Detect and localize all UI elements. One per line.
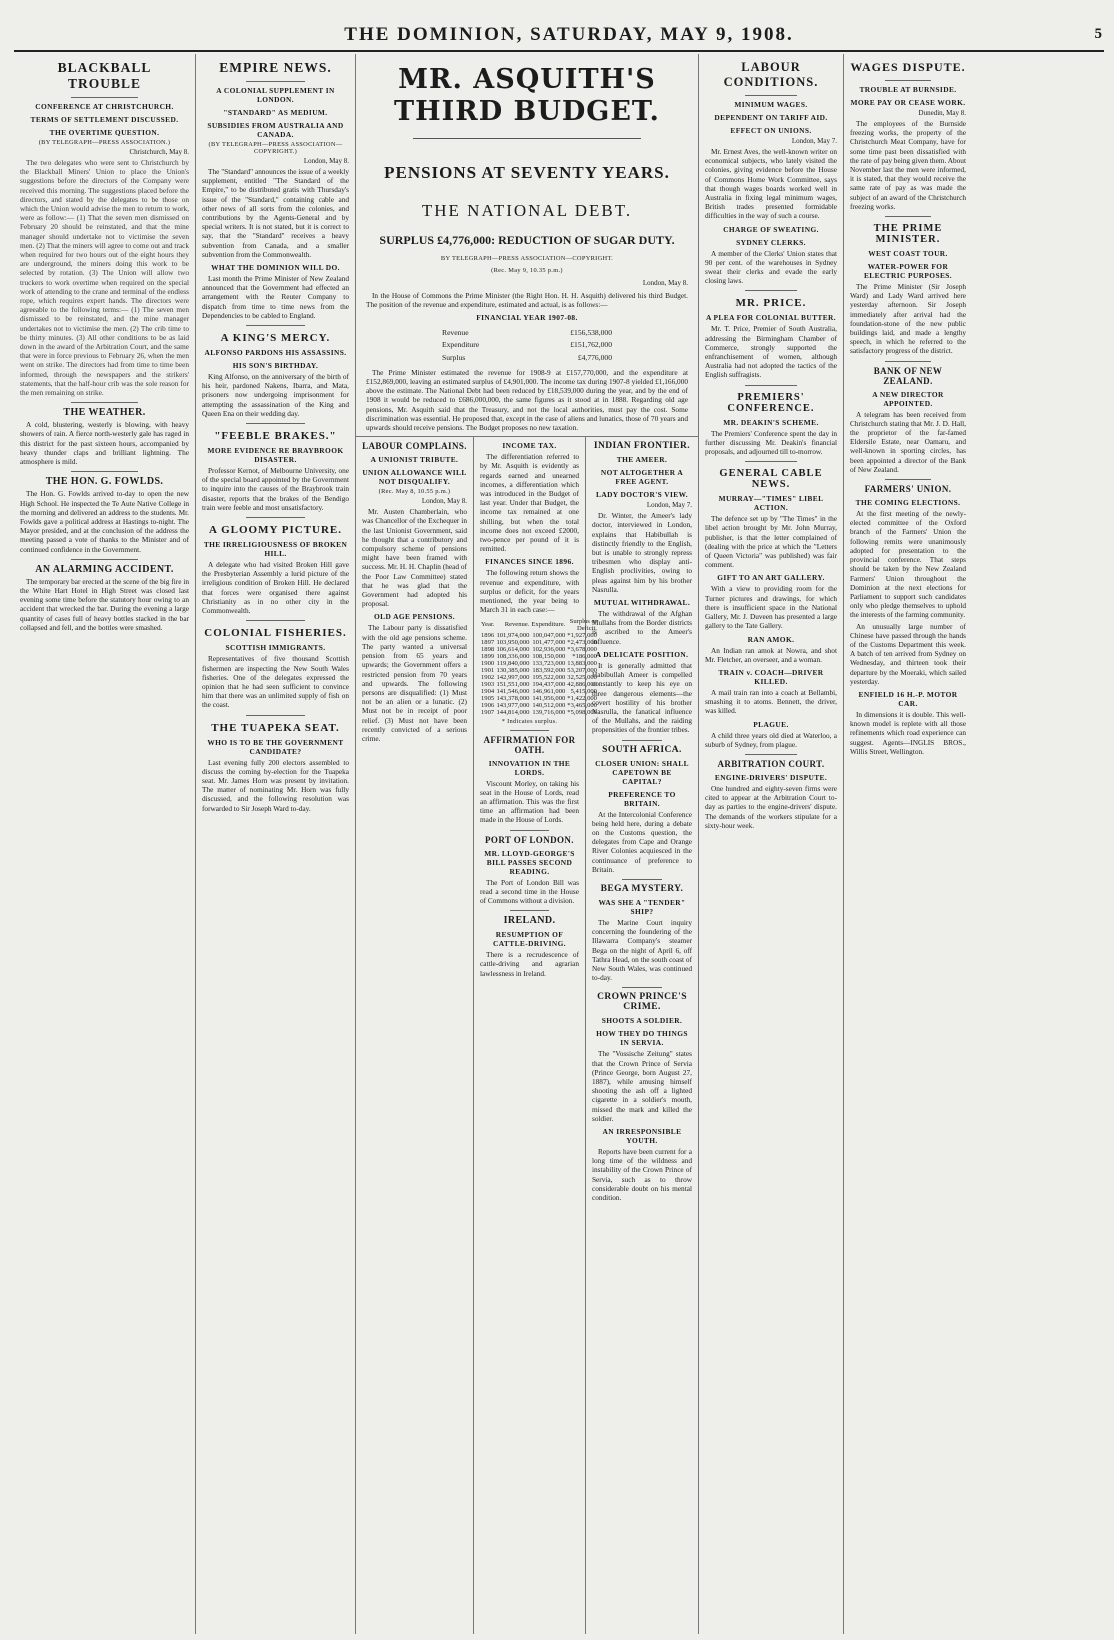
divider <box>71 471 139 472</box>
subheading: HIS SON'S BIRTHDAY. <box>232 361 319 371</box>
subheading: UNION ALLOWANCE WILL NOT DISQUALIFY. <box>362 468 467 487</box>
table-cell: *5,098,000 <box>567 708 597 716</box>
article-body: The following return shows the revenue and expenditure, with surplus or deficit, for the years mentioned, the year being to March 31 in each case:— <box>480 568 579 615</box>
divider <box>246 517 305 518</box>
dateline: London, May 7. <box>646 501 692 510</box>
table-cell: 32,525,000 <box>567 673 597 681</box>
table-cell: 151,551,000 <box>496 680 530 688</box>
table-row <box>480 688 598 695</box>
finances-table <box>480 618 598 716</box>
subheading: FINANCES SINCE 1896. <box>485 557 574 567</box>
budget-subcolumns <box>356 436 698 1634</box>
article-heading: THE WEATHER. <box>63 407 146 419</box>
table-cell: *2,473,000 <box>567 638 597 646</box>
divider <box>622 987 662 988</box>
article-body: The differentiation referred to by Mr. Asquith is evidently as regards earned and unearned incomes, a differentiation which was introduced in the Budget of last year. Under that Budget, the income tax remained at one shilling, but when the total income does not exceed £2000, two-pence per pound of it is remitted. <box>480 452 579 554</box>
subheading: WAS SHE A "TENDER" SHIP? <box>598 897 686 916</box>
subheading: CLOSER UNION: SHALL CAPETOWN BE CAPITAL? <box>595 758 689 786</box>
article-heading: BEGA MYSTERY. <box>600 883 684 894</box>
subheading: THE IRRELIGIOUSNESS OF BROKEN HILL. <box>203 540 348 559</box>
table-row <box>480 646 598 653</box>
fin-label: Expenditure <box>442 340 480 350</box>
subheading: "STANDARD" AS MEDIUM. <box>223 108 328 117</box>
divider <box>413 138 641 139</box>
article-heading: A KING'S MERCY. <box>220 332 331 345</box>
divider <box>510 830 550 831</box>
table-cell: 130,385,000 <box>496 666 530 674</box>
table-row <box>480 674 598 681</box>
table-cell: 119,840,000 <box>496 659 530 667</box>
divider <box>246 325 305 326</box>
article-heading: IRELAND. <box>503 915 556 927</box>
divider <box>622 879 662 880</box>
table-cell: 1900 <box>481 659 495 667</box>
table-cell: 1898 <box>481 645 495 653</box>
article-body: At the first meeting of the newly-elected committee of the Oxford branch of the Farmers' Union the following remits were unanimously adopted for presentation to the provincial conference. That steps should be taken by the New Zealand Farmers' Union throughout the Dominion at the next elections for Parliament to support such candidates only who pledge themselves to uphold the interests of the farming community. <box>850 509 966 620</box>
table-cell: 100,047,000 <box>532 631 566 639</box>
table-row <box>480 709 598 716</box>
subheading: OLD AGE PENSIONS. <box>374 612 455 622</box>
subheading: RESUMPTION OF CATTLE-DRIVING. <box>492 930 566 949</box>
subheading: SHOOTS A SOLDIER. <box>601 1016 683 1026</box>
article-body: An unusually large number of Chinese have passed through the hands of the Customs Department this week. A batch of ten arrived from Sydney on Wednesday, and thirteen took their departure by the Moeraki, which sailed yesterday. <box>850 621 966 686</box>
divider <box>745 95 798 96</box>
article-body: A cold, blustering, westerly is blowing, with heavy showers of rain. A fierce north-westerly gale has raged in this district for the past sixteen hours, accompanied by heavy thunder claps and brilliant lightning. The atmosphere is mild. <box>20 420 189 467</box>
divider <box>745 754 798 755</box>
article-heading: COLONIAL FISHERIES. <box>204 627 347 640</box>
table-cell: 102,936,000 <box>532 645 566 653</box>
subheading: HOW THEY DO THINGS IN SERVIA. <box>596 1029 688 1048</box>
table-cell: *1,422,000 <box>567 694 597 702</box>
table-row <box>480 660 598 667</box>
credit-line: BY TELEGRAPH—PRESS ASSOCIATION—COPYRIGHT. <box>440 255 614 262</box>
divider <box>745 290 798 291</box>
column-blackball <box>14 54 196 1634</box>
article-body: The Hon. G. Fowlds arrived to-day to open the new High School. He inspected the Te Aute Native College in the morning and delivered an address to the students. Mr. Fowlds gave a political address at Hastings to-night. The Mayor presided, and at the conclusion of the address the meeting passed a vote of thanks to the Minister and of continued confidence in the Government. <box>20 489 189 554</box>
table-cell: 144,814,000 <box>496 708 530 716</box>
subheading: RAN AMOK. <box>747 634 795 644</box>
subheading: NOT ALTOGETHER A FREE AGENT. <box>600 468 684 487</box>
table-cell: 143,378,000 <box>496 694 530 702</box>
subheading: DEPENDENT ON TARIFF AID. <box>714 113 828 122</box>
table-cell: 5,415,000 <box>570 687 597 695</box>
table-cell: 1902 <box>481 673 495 681</box>
article-body: At the Intercolonial Conference being held here, during a debate on the Customs question, the delegates from Cape and Orange River Colonies acquiesced in the continuance of preference to Britain. <box>592 809 692 874</box>
article-heading: EMPIRE NEWS. <box>219 60 332 75</box>
table-cell: 194,437,000 <box>532 680 566 688</box>
article-body: With a view to providing room for the Turner pictures and drawings, for which there is insufficient space in the National Gallery, Mr. J. Duveen has presented a large gallery to the Tate Gallery. <box>705 584 837 631</box>
subheading: A UNIONIST TRIBUTE. <box>370 455 459 465</box>
table-cell: *1,927,000 <box>567 631 597 639</box>
table-header-cell: Expenditure. <box>531 621 566 628</box>
article-body: Mr. Austen Chamberlain, who was Chancellor of the Exchequer in the last Unionist Government, said he thought that a contributory and compulsory scheme of pensions might have been framed with success. Mr. H. H. Chaplin (head of the Poor Law Committee) stated that he was glad that the Government had adopted his proposal. <box>362 507 467 609</box>
article-body: The withdrawal of the Afghan Mullahs from the Border districts is ascribed to the Ameer's influence. <box>592 609 692 646</box>
column-labour-conditions <box>699 54 844 1634</box>
table-cell: 143,977,000 <box>496 701 530 709</box>
subheading: MR. LLOYD-GEORGE'S BILL PASSES SECOND READING. <box>484 848 575 876</box>
article-body: Representatives of five thousand Scottish fishermen are inspecting the New South Wales fisheries. One of the delegates expressed the opinion that he had seen sufficient to convince him that there was an unlimited supply of fish on the coast. <box>202 654 349 710</box>
table-cell: 1897 <box>481 638 495 646</box>
subheading: THE COMING ELECTIONS. <box>855 498 961 508</box>
article-body: A delegate who had visited Broken Hill gave the Presbyterian Assembly a lurid picture of the irreligious condition of Broken Hill. He declared that forces were organised there against Christianity as in no other city in the Commonwealth. <box>202 560 349 616</box>
subheading: WATER-POWER FOR ELECTRIC PURPOSES. <box>863 262 953 281</box>
article-body: A mail train ran into a coach at Bellambi, smashing it to atoms. Bennett, the driver, was killed. <box>705 687 837 716</box>
article-heading: THE TUAPEKA SEAT. <box>211 721 340 734</box>
table-cell: 141,546,000 <box>496 687 530 695</box>
dateline: London, May 8. <box>642 279 688 288</box>
article-heading: GENERAL CABLE NEWS. <box>719 468 823 491</box>
subheading: A PLEA FOR COLONIAL BUTTER. <box>705 313 837 323</box>
subheading: TROUBLE AT BURNSIDE. <box>859 85 957 94</box>
article-heading: BLACKBALL TROUBLE <box>57 60 152 91</box>
table-cell: 141,956,000 <box>532 694 566 702</box>
article-body: Last month the Prime Minister of New Zealand announced that the Government had effected an arrangement with the Reuter Company to dispatch from time to time news from the Dependencies to be cabled to England. <box>202 274 349 320</box>
table-cell: 1899 <box>481 652 495 660</box>
subheading: TERMS OF SETTLEMENT DISCUSSED. <box>30 115 179 124</box>
table-note: * Indicates surplus. <box>501 717 558 725</box>
budget-lead <box>356 248 698 432</box>
article-heading: FARMERS' UNION. <box>864 484 952 495</box>
article-body: One hundred and eighty-seven firms were cited to appear at the Arbitration Court to-day as parties to the engine-drivers' dispute. The demands of the workers stipulate for a sixty-hour week. <box>705 783 837 830</box>
article-body: The two delegates who were sent to Christchurch by the Blackball Miners' Union to place the Union's suggestions before the directors of the Company were received this morning. The suggestions placed before the directors, and stated by the delegates to be those on which the Union would advise the men to return to work, were as follow:— (1) That the seven men dismissed on February 20 should be reinstated, and that the mine manager should undertake not to victimise the seven men. (2) That the miners will agree to come out and track when required for two hours out of the eight hours they are underground, the miners doing this work to be selected by rotation. (3) The Union will allow two truckers to work overtime when required on the special work of attending to the crane and terminal of the endless rope, which requires expert hands. The directors were agreeable to the following terms:— (1) The seven men dismissed to be reinstated, and the mine manager undertakes not to victimise the men. (2) The crib time to be thirty minutes. (3) All other conditions to be as laid down in the award of the Arbitration Court, and the same that were in force previous to February 26, when the men went on strike. The directors had from time to time been informed, through the newspapers and the strikers' statements, that the half-hour crib was the sole reason for the men remaining on strike. <box>20 158 189 398</box>
divider <box>71 97 139 98</box>
dateline: London, May 7. <box>791 137 837 145</box>
received-line: (Rec. May 8, 10.55 p.m.) <box>378 488 451 496</box>
article-body: It is generally admitted that Habibullah Ameer is compelled constantly to keep his eye on three dangerous elements—the covert hostility of his brother Nasrulla, the fanatical influence of the Mullahs, and the raiding propensities of the frontier tribes. <box>592 660 692 735</box>
fin-value: £4,776,000 <box>577 352 612 362</box>
table-cell: 1903 <box>481 680 495 688</box>
subheading: ENFIELD 16 H.-P. MOTOR CAR. <box>858 689 958 708</box>
table-cell: 1906 <box>481 701 495 709</box>
table-cell: 101,477,000 <box>532 638 566 646</box>
subheading: MORE EVIDENCE RE BRAYBROOK DISASTER. <box>207 446 344 465</box>
table-row <box>480 681 598 688</box>
column-income-tax <box>474 437 597 1634</box>
subheading: SUBSIDIES FROM AUSTRALIA AND CANADA. <box>207 121 344 139</box>
article-body: The Premiers' Conference spent the day in further discussing Mr. Deakin's financial proposals, and adjourned till to-morrow. <box>705 428 837 457</box>
article-body: The employees of the Burnside freezing works, the property of the Christchurch Meat Company, have for some time past been dissatisfied with the rate of pay being given them. About November last the men were informed, it is stated, that they would receive the same rate of pay as was made the subject of an award of the Christchurch freezing works. <box>850 119 966 211</box>
divider <box>510 910 550 911</box>
table-cell: 1907 <box>481 708 495 716</box>
subheading: MINIMUM WAGES. <box>734 100 808 109</box>
article-body: Mr. T. Price, Premier of South Australia, addressing the Birmingham Chamber of Commerce, strongly supported the enfranchisement of women, although Australia had not adopted the tactics of the English suffragists. <box>705 324 837 380</box>
table-cell: 146,961,000 <box>532 687 566 695</box>
article-body: Last evening fully 200 electors assembled to discuss the coming by-election for the Tuapeka seat. Mr. James Horn was present by invitation. The matter of nominating Mr. Horn was fully discussed, and the following resolution was forwarded to Sir Joseph Ward to-day. <box>202 757 349 813</box>
column-wages-dispute <box>844 54 972 1634</box>
subheading: CONFERENCE AT CHRISTCHURCH. <box>35 102 174 111</box>
table-row <box>480 639 598 646</box>
columns <box>14 54 1104 1634</box>
table-row <box>480 702 598 709</box>
article-body: The Marine Court inquiry concerning the foundering of the Illawarra Company's steamer Bega on the night of April 6, off Tathra Head, on the south coast of New South Wales, was continued to-day. <box>592 917 692 983</box>
fin-row <box>439 353 615 363</box>
table-cell: 142,997,000 <box>496 673 530 681</box>
subheading: MUTUAL WITHDRAWAL. <box>593 598 691 608</box>
table-cell: 140,512,000 <box>532 701 566 709</box>
subheading: GIFT TO AN ART GALLERY. <box>717 573 825 583</box>
article-heading: LABOUR COMPLAINS. <box>362 441 467 452</box>
divider <box>885 80 931 81</box>
divider <box>745 385 798 386</box>
article-heading: INDIAN FRONTIER. <box>593 441 691 452</box>
table-cell: 1896 <box>481 631 495 639</box>
divider <box>885 216 931 217</box>
fin-label: Revenue <box>442 328 469 338</box>
dateline: London, May 8. <box>421 497 467 506</box>
divider <box>246 715 305 716</box>
article-body: Viscount Morley, on taking his seat in the House of Lords, read an affirmation. This was the first time an affirmation had been made in the House of Lords. <box>480 778 579 825</box>
subheading: TRAIN v. COACH—DRIVER KILLED. <box>718 667 824 686</box>
subheading: THE OVERTIME QUESTION. <box>49 128 160 137</box>
divider <box>246 620 305 621</box>
subheading: THE AMEER. <box>616 455 668 465</box>
subheading: ENGINE-DRIVERS' DISPUTE. <box>714 772 828 782</box>
article-body: Mr. Ernest Aves, the well-known writer on economical subjects, who lately visited the colonies, giving evidence before the House of Commons Home Work Committee, says that though wages boards worked well in Australia in fixing legal minimum wages, British trades presented formidable difficulties in the way of such a course. <box>705 147 837 221</box>
article-heading: WAGES DISPUTE. <box>850 60 966 74</box>
table-header-cell: Year. <box>481 621 495 628</box>
table-row <box>480 695 598 702</box>
budget-subheading: PENSIONS AT SEVENTY YEARS. <box>384 163 670 182</box>
dateline: Dunedin, May 8. <box>918 109 966 117</box>
divider <box>71 402 139 403</box>
subheading: MURRAY—"TIMES" LIBEL ACTION. <box>718 494 824 513</box>
article-heading: SOUTH AFRICA. <box>602 744 682 755</box>
budget-subheading: THE NATIONAL DEBT. <box>421 201 633 220</box>
divider <box>510 730 550 731</box>
table-cell: 53,207,000 <box>567 666 597 674</box>
article-body: The Port of London Bill was read a second time in the House of Commons without a division. <box>480 877 579 905</box>
masthead-title: THE DOMINION, SATURDAY, MAY 9, 1908. <box>344 24 794 45</box>
dateline: Christchurch, May 8. <box>129 148 189 156</box>
table-cell: 183,592,000 <box>532 666 566 674</box>
table-header-cell: Revenue. <box>504 621 530 628</box>
article-body: A child three years old died at Waterloo, a suburb of Sydney, from plague. <box>705 730 837 749</box>
table-cell: 13,883,000 <box>567 659 597 667</box>
table-cell: 108,150,000 <box>532 652 566 660</box>
divider <box>71 559 139 560</box>
subheading: WHO IS TO BE THE GOVERNMENT CANDIDATE? <box>207 737 344 756</box>
table-cell: 133,723,000 <box>532 659 566 667</box>
table-cell: 106,614,000 <box>496 645 530 653</box>
table-cell: 1904 <box>481 687 495 695</box>
column-indian-frontier <box>586 437 698 1634</box>
subheading: PLAGUE. <box>753 719 789 729</box>
table-cell: *186,000 <box>572 652 597 660</box>
credit-line: (BY TELEGRAPH—PRESS ASSOCIATION—COPYRIGHT.) <box>208 141 343 155</box>
article-body: The Labour party is dissatisfied with the old age pensions scheme. The party wanted a universal pension from 65 years and upwards; the Government offers a restricted pension from 70 years and upwards. The following persons are disqualified: (1) Must not be an alien or a lunatic. (2) Must not be in receipt of poor relief. (3) Must not have been recently convicted of a serious crime. <box>362 623 467 743</box>
masthead <box>14 8 1104 52</box>
dateline: London, May 8. <box>303 157 349 165</box>
article-heading: PORT OF LONDON. <box>485 834 574 845</box>
column-budget <box>356 54 699 1634</box>
table-cell: 103,950,000 <box>496 638 530 646</box>
fin-value: £156,538,000 <box>570 328 612 338</box>
article-body: The "Vossische Zeitung" states that the Crown Prince of Servia (Prince George, born August 27, 1887), while amusing himself shooting the ash off a lighted cigarette in a soldier's mouth, missed the mark and killed the soldier. <box>592 1049 692 1123</box>
fin-row <box>439 328 615 338</box>
subheading: MR. DEAKIN'S SCHEME. <box>723 417 819 427</box>
table-cell: 195,522,000 <box>532 673 566 681</box>
subheading: A COLONIAL SUPPLEMENT IN LONDON. <box>216 86 335 104</box>
article-body: There is a recrudescence of cattle-driving and agrarian lawlessness in Ireland. <box>480 950 579 978</box>
subheading: SYDNEY CLERKS. <box>736 237 806 247</box>
table-row <box>480 632 598 639</box>
article-heading: THE PRIME MINISTER. <box>873 223 943 246</box>
table-cell: 139,716,000 <box>532 708 566 716</box>
article-heading: ARBITRATION COURT. <box>717 758 825 769</box>
table-cell: 1901 <box>481 666 495 674</box>
subheading: AN IRRESPONSIBLE YOUTH. <box>602 1126 682 1145</box>
financial-year-table <box>437 326 617 365</box>
subheading: INNOVATION IN THE LORDS. <box>488 758 571 777</box>
financial-year-title: FINANCIAL YEAR 1907-08. <box>476 313 578 323</box>
article-body: Dr. Winter, the Ameer's lady doctor, interviewed in London, explains that Habibullah is distinctly friendly to the English, but is unable to strongly repress tribesmen who display anti-English proclivities, owing to pleas against him by his brother Nasrulla. <box>592 511 692 594</box>
article-heading: BANK OF NEW ZEALAND. <box>873 365 943 386</box>
subheading: PREFERENCE TO BRITAIN. <box>608 789 676 808</box>
article-heading: A GLOOMY PICTURE. <box>208 524 342 537</box>
article-heading: LABOUR CONDITIONS. <box>723 60 819 89</box>
subheading: ALFONSO PARDONS HIS ASSASSINS. <box>204 348 347 358</box>
budget-subheading: SURPLUS £4,776,000: REDUCTION OF SUGAR DUTY. <box>379 233 675 247</box>
divider <box>246 423 305 424</box>
credit-line: (BY TELEGRAPH—PRESS ASSOCIATION.) <box>38 139 171 146</box>
table-row <box>480 667 598 674</box>
budget-title: MR. ASQUITH'S THIRD BUDGET. <box>394 64 660 127</box>
divider <box>622 740 662 741</box>
article-heading: MR. PRICE. <box>735 297 807 310</box>
column-labour-complains <box>356 437 474 1634</box>
article-body: The temporary bar erected at the scene of the big fire in the White Hart Hotel in High Street was closed last evening some time before the statutory hour owing to an accident that wrecked the bar. During the evening a large quantity of cases full of heavy bottles stacked in the bar collapsed and fell, and the bottles were smashed. <box>20 576 189 632</box>
article-heading: AN ALARMING ACCIDENT. <box>35 563 174 575</box>
fin-value: £151,762,000 <box>570 340 612 350</box>
subheading: LADY DOCTOR'S VIEW. <box>596 490 688 500</box>
fin-row <box>439 340 615 350</box>
subheading: CHARGE OF SWEATING. <box>723 224 819 234</box>
divider <box>246 81 305 82</box>
article-body: The Prime Minister estimated the revenue for 1908-9 at £157,770,000, and the expenditure at £152,869,000, leaving an estimated surplus of £4,901,000. The income tax during 1907-8 yielded £1,166,000 above the estimate. The National Debt had been reduced by £18,539,000 during the year, and by the end of 1908 it would be reduced to £686,000,000, the same figures as it stood at in 1888. Regarding old age pensions, Mr. Asquith said that the Treasury, and not the local authorities, must pay the cost. Some discrimination was essential. He proposed that, except in the case of aliens and lunatics, those of 70 years and upwards should receive pensions. The Budget proposes no new taxation. <box>366 367 688 433</box>
subheading: EFFECT ON UNIONS. <box>730 126 812 135</box>
article-body: King Alfonso, on the anniversary of the birth of his heir, pardoned Nakens, Ibarra, and Mata, prisoners now undergoing imprisonment for attempting the assassination of the King and Queen Ena on their wedding day. <box>202 372 349 418</box>
table-cell: 1905 <box>481 694 495 702</box>
article-body: An Indian ran amok at Nowra, and shot Mr. Fletcher, an overseer, and a woman. <box>705 645 837 664</box>
article-heading: PREMIERS' CONFERENCE. <box>727 391 815 414</box>
article-body: In the House of Commons the Prime Minister (the Right Hon. H. H. Asquith) delivered his third Budget. The position of the revenue and expenditure, estimated and actual, is as follows:— <box>366 290 688 309</box>
article-body: Professor Kernot, of Melbourne University, one of the special board appointed by the Government to inquire into the causes of the Braybrook train disaster, reports that the brakes of the Bendigo train were feeble and most unsatisfactory. <box>202 466 349 512</box>
subheading: WHAT THE DOMINION WILL DO. <box>211 263 340 273</box>
page-number: 5 <box>1094 26 1102 42</box>
table-cell: 108,336,000 <box>496 652 530 660</box>
received-line: (Rec. May 9, 10.35 p.m.) <box>491 267 563 275</box>
article-heading: "FEEBLE BRAKES." <box>214 430 337 443</box>
table-header-cell: Surplus or Deficit. <box>569 617 597 632</box>
article-heading: AFFIRMATION FOR OATH. <box>483 734 576 755</box>
subheading: MORE PAY OR CEASE WORK. <box>850 98 966 107</box>
table-row <box>480 653 598 660</box>
fin-label: Surplus <box>442 352 466 362</box>
table-cell: 42,886,000 <box>567 680 597 688</box>
budget-banner <box>356 54 698 248</box>
article-body: The defence set up by "The Times" in the libel action brought by Mr. John Murray, publisher, is that the letter complained of (dealing with the price at which the "Letters of Queen Victoria" was published) was fair comment. <box>705 514 837 570</box>
table-cell: 101,974,000 <box>496 631 530 639</box>
divider <box>885 361 931 362</box>
article-body: A member of the Clerks' Union states that 90 per cent. of the warehouses in Sydney sweat their clerks and evade the early closing laws. <box>705 248 837 286</box>
table-cell: *3,678,000 <box>567 645 597 653</box>
article-heading: CROWN PRINCE'S CRIME. <box>597 992 687 1013</box>
article-body: The "Standard" announces the issue of a weekly supplement, entitled "The Standard of the Empire," to be distributed gratis with Thursday's issue of the "Standard," containing cable and other news of all sorts from the colonies, and contributions by the Agents-General and by special writers. It is not stated, but it is correct to say, that the "Standard" receives a heavy subvention from Canada, and a smaller subvention from the Commonwealth. <box>202 167 349 259</box>
subheading: WEST COAST TOUR. <box>868 249 948 259</box>
article-body: A telegram has been received from Christchurch stating that Mr. J. D. Hall, the proprietor of the far-famed Eldersile Estate, near Oamaru, and well-known in sporting circles, has been appointed a director of the Bank of New Zealand. <box>850 409 966 474</box>
article-heading: THE HON. G. FOWLDS. <box>45 476 164 488</box>
divider <box>745 461 798 462</box>
article-body: In dimensions it is double. This well-known model is replete with all those refinements which road experience can suggest. Agents—INGLIS BROS., Willis Street, Wellington. <box>850 709 966 756</box>
article-body: The Prime Minister (Sir Joseph Ward) and Lady Ward arrived here yesterday afternoon. Sir Joseph immediately after arrival had the foundation-stone of the new public buildings laid, and made a lengthy speech, in which he referred to the satisfactory progress of the district. <box>850 282 966 356</box>
table-cell: *3,465,000 <box>567 701 597 709</box>
subheading: SCOTTISH IMMIGRANTS. <box>225 643 326 653</box>
column-empire <box>196 54 356 1634</box>
article-heading: INCOME TAX. <box>502 441 557 451</box>
divider <box>885 479 931 480</box>
subheading: A NEW DIRECTOR APPOINTED. <box>872 389 944 408</box>
subheading: A DELICATE POSITION. <box>595 649 689 659</box>
article-body: Reports have been current for a long time of the wildness and instability of the Crown Prince of Servia, such as to throw considerable doubt on his mental condition. <box>592 1146 692 1202</box>
